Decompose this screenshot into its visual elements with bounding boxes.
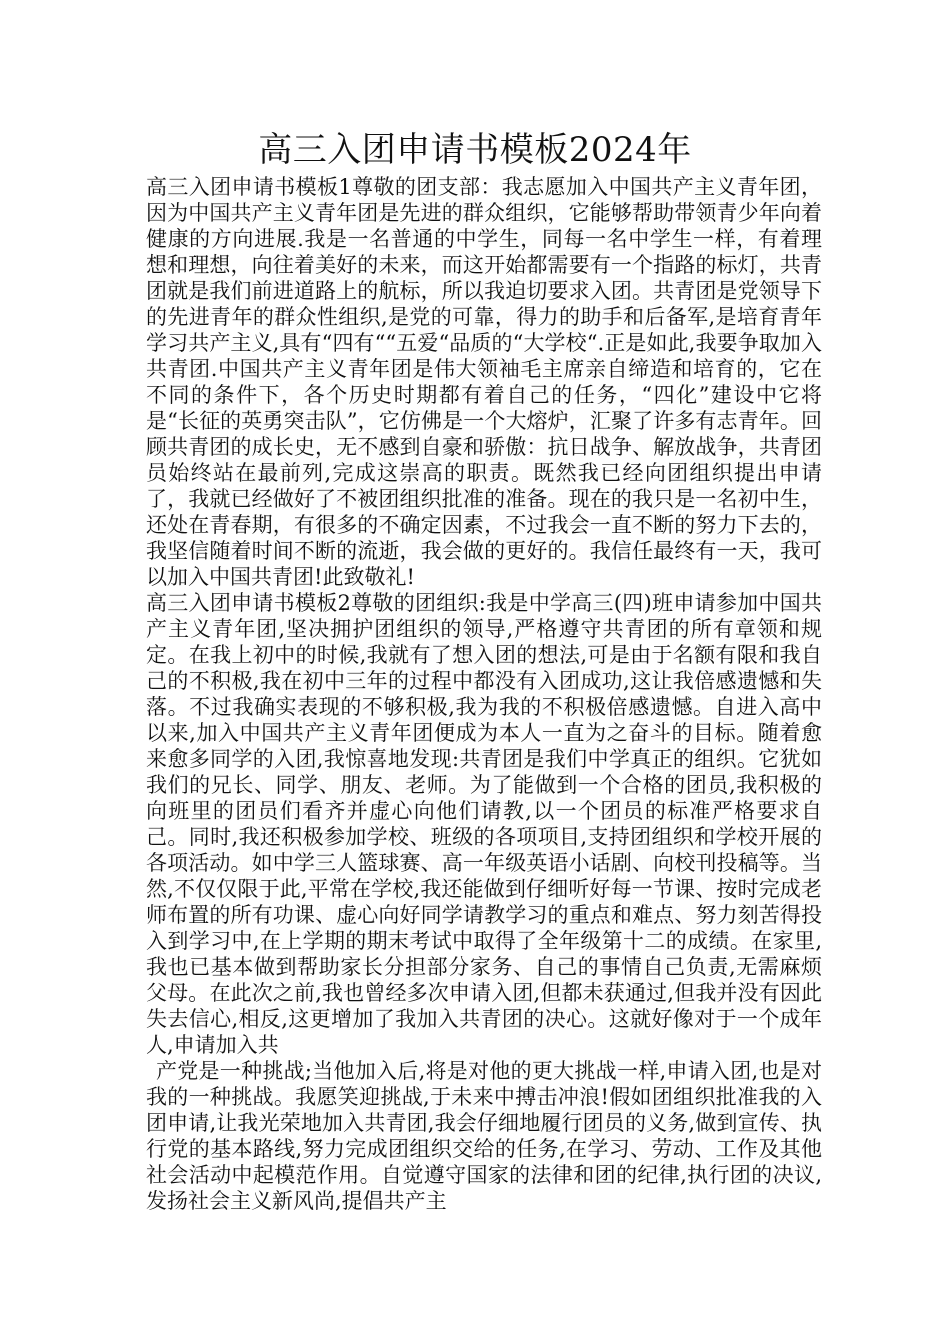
paragraph-continuation: 产党是一种挑战;当他加入后,将是对他的更大挑战一样,申请入团,也是对我的一种挑战。我愿笑迎挑战,于未来中搏击冲浪!假如团组织批准我的入团申请,让我光荣地加入共青团,我会仔细地履行团员的义务,做到宣传、执行党的基本路线,努力完成团组织交给的任务,在学习、劳动、工作及其他社会活动中起模范作用。自觉遵守国家的法律和团的纪律,执行团的决议,发扬社会主义新风尚,提倡共产主 — [146, 1059, 822, 1213]
paragraph-template-2: 高三入团申请书模板2尊敬的团组织:我是中学高三(四)班申请参加中国共产主义青年团,坚决拥护团组织的领导,严格遵守共青团的所有章领和规定。在我上初中的时候,我就有了想入团的想法,可是由于名额有限和我自己的不积极,我在初中三年的过程中都没有入团成功,这让我倍感遗憾和失落。不过我确实表现的不够积极,我为我的不积极倍感遗憾。自进入高中以来,加入中国共产主义青年团便成为本人一直为之奋斗的目标。随着愈来愈多同学的入团,我惊喜地发现:共青团是我们中学真正的组织。它犹如我们的兄长、同学、朋友、老师。为了能做到一个合格的团员,我积极的向班里的团员们看齐并虚心向他们请教,以一个团员的标准严格要求自己。同时,我还积极参加学校、班级的各项项目,支持团组织和学校开展的各项活动。如中学三人篮球赛、高一年级英语小话剧、向校刊投稿等。当然,不仅仅限于此,平常在学校,我还能做到仔细听好每一节课、按时完成老师布置的所有功课、虚心向好同学请教学习的重点和难点、努力刻苦得投入到学习中,在上学期的期末考试中取得了全年级第十二的成绩。在家里,我也已基本做到帮助家长分担部分家务、自己的事情自己负责,无需麻烦父母。在此次之前,我也曾经多次申请入团,但都未获通过,但我并没有因此失去信心,相反,这更增加了我加入共青团的决心。这就好像对于一个成年人,申请加入共 — [146, 591, 822, 1057]
document-body — [146, 174, 822, 1214]
paragraph-template-1: 高三入团申请书模板1尊敬的团支部：我志愿加入中国共产主义青年团，因为中国共产主义青年团是先进的群众组织，它能够帮助带领青少年向着健康的方向进展.我是一名普通的中学生，同每一名中学生一样，有着理想和理想，向往着美好的未来，而这开始都需要有一个指路的标灯，共青团就是我们前进道路上的航标，所以我迫切要求入团。共青团是党领导下的先进青年的群众性组织,是党的可靠，得力的助手和后备军,是培育青年学习共产主义,具有“四有““五爱“品质的“大学校“.正是如此,我要争取加入共青团.中国共产主义青年团是伟大领袖毛主席亲自缔造和培育的，它在不同的条件下，各个历史时期都有着自己的任务，“四化”建设中它将是“长征的英勇突击队”，它仿佛是一个大熔炉，汇聚了许多有志青年。回顾共青团的成长史，无不感到自豪和骄傲：抗日战争、解放战争，共青团员始终站在最前列,完成这崇高的职责。既然我已经向团组织提出申请了，我就已经做好了不被团组织批准的准备。现在的我只是一名初中生，还处在青春期，有很多的不确定因素，不过我会一直不断的努力下去的，我坚信随着时间不断的流逝，我会做的更好的。我信任最终有一天，我可以加入中国共青团!此致敬礼! — [146, 175, 822, 589]
document-title: 高三入团申请书模板2024年 — [258, 130, 692, 170]
